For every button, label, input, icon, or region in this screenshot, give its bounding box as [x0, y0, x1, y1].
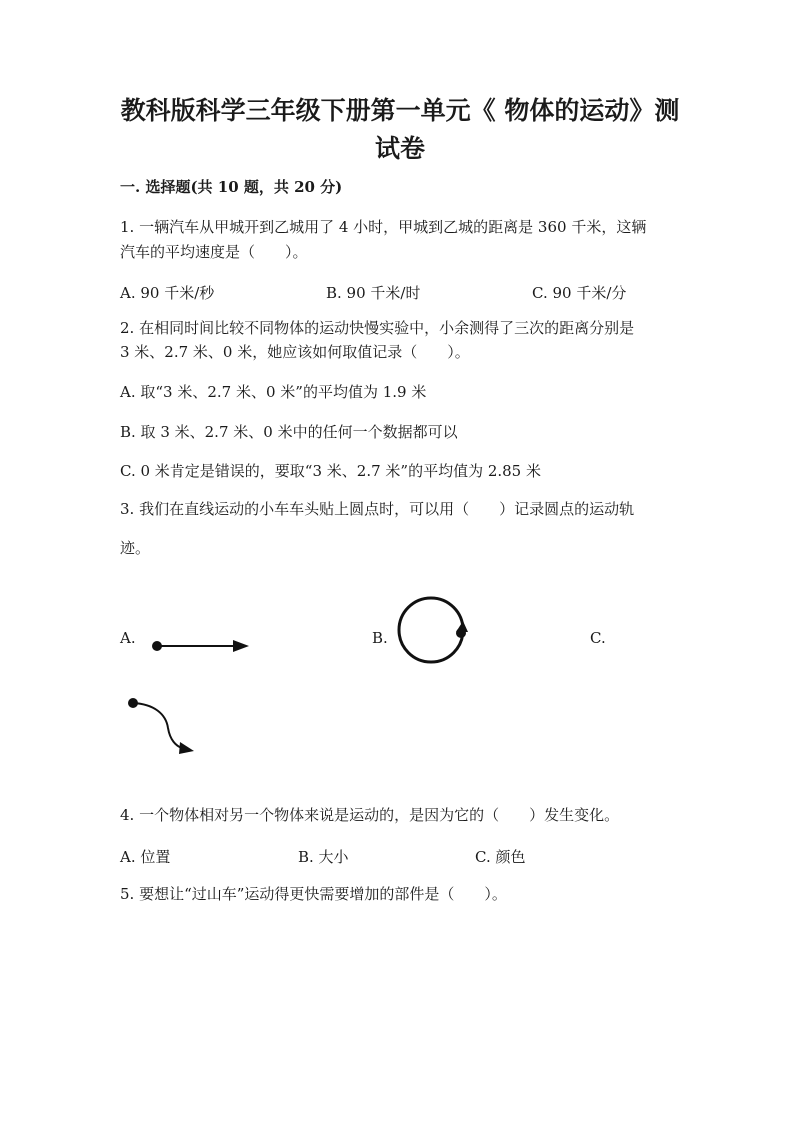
- question-2-option-b[interactable]: B. 取 3 米、2.7 米、0 米中的任何一个数据都可以: [120, 423, 458, 441]
- question-4-option-c[interactable]: C. 颜色: [475, 848, 526, 866]
- straight-line-trajectory-figure: [145, 632, 255, 658]
- question-1-option-c[interactable]: C. 90 千米/分: [532, 284, 627, 302]
- question-2-line-2: 3 米、2.7 米、0 米，她应该如何取值记录（ ）。: [120, 343, 470, 361]
- question-3-line-1: 3. 我们在直线运动的小车车头贴上圆点时，可以用（ ）记录圆点的运动轨: [120, 500, 635, 518]
- circular-trajectory-figure: [392, 596, 476, 666]
- question-2-option-a[interactable]: A. 取“3 米、2.7 米、0 米”的平均值为 1.9 米: [120, 383, 427, 401]
- title-line-1: 教科版科学三年级下册第一单元《 物体的运动》测: [120, 96, 680, 125]
- question-4-text: 4. 一个物体相对另一个物体来说是运动的，是因为它的（ ）发生变化。: [120, 806, 620, 824]
- question-3-line-2: 迹。: [120, 539, 151, 557]
- question-1-line-1: 1. 一辆汽车从甲城开到乙城用了 4 小时，甲城到乙城的距离是 360 千米，这辆: [120, 218, 647, 236]
- question-3-option-a[interactable]: A.: [120, 629, 136, 647]
- curved-trajectory-figure: [124, 692, 200, 758]
- question-1-option-b[interactable]: B. 90 千米/时: [326, 284, 421, 302]
- question-1-option-a[interactable]: A. 90 千米/秒: [120, 284, 215, 302]
- title-line-2: 试卷: [374, 134, 425, 163]
- page-title: [100, 92, 700, 168]
- question-4-option-b[interactable]: B. 大小: [298, 848, 349, 866]
- question-2-option-c[interactable]: C. 0 米肯定是错误的，要取“3 米、2.7 米”的平均值为 2.85 米: [120, 462, 541, 480]
- question-1-line-2: 汽车的平均速度是（ ）。: [120, 243, 308, 261]
- question-3-option-c[interactable]: C.: [590, 629, 606, 647]
- question-3-option-b[interactable]: B.: [372, 629, 388, 647]
- section-heading: 一. 选择题(共 10 题，共 20 分): [120, 178, 343, 196]
- question-5-text: 5. 要想让“过山车”运动得更快需要增加的部件是（ ）。: [120, 885, 507, 903]
- question-4-option-a[interactable]: A. 位置: [120, 848, 171, 866]
- question-2-line-1: 2. 在相同时间比较不同物体的运动快慢实验中，小余测得了三次的距离分别是: [120, 319, 635, 337]
